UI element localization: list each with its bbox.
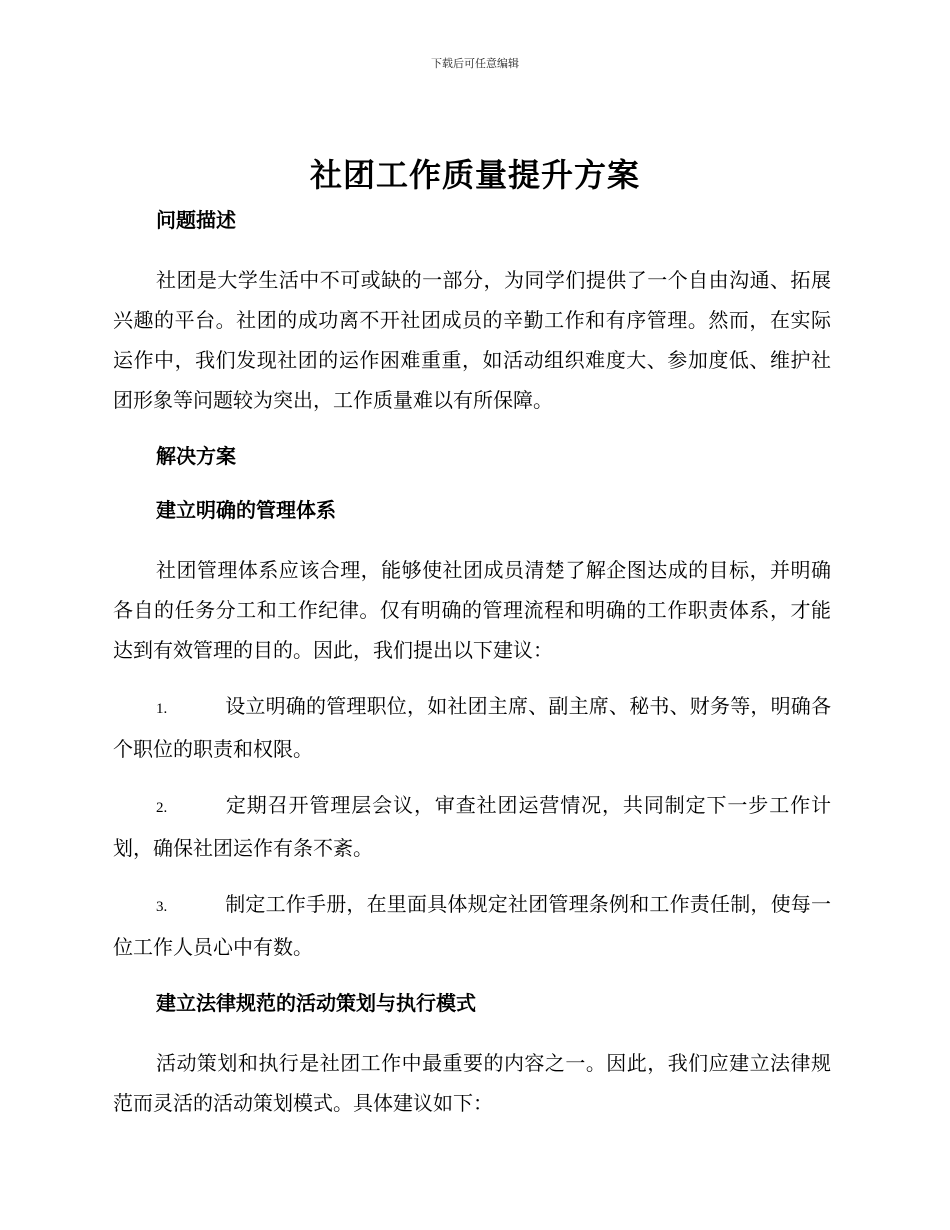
list-item <box>113 686 831 769</box>
list-item-number: 1. <box>156 701 168 717</box>
list-item <box>113 884 831 967</box>
list-item-text: 设立明确的管理职位，如社团主席、副主席、秘书、财务等，明确各个职位的职责和权限。 <box>113 694 831 761</box>
paragraph-activities: 活动策划和执行是社团工作中最重要的内容之一。因此，我们应建立法律规范而灵活的活动策划模式。具体建议如下： <box>113 1051 831 1115</box>
subsection-heading-activities: 建立法律规范的活动策划与执行模式 <box>156 991 476 1015</box>
page-header-note: 下载后可任意编辑 <box>431 57 519 70</box>
list-item-text: 定期召开管理层会议，审查社团运营情况，共同制定下一步工作计划，确保社团运作有条不紊。 <box>113 793 831 860</box>
section-heading-problem: 问题描述 <box>156 208 236 232</box>
list-item-number: 2. <box>156 800 168 816</box>
list-item-text: 制定工作手册，在里面具体规定社团管理条例和工作责任制，使每一位工作人员心中有数。 <box>113 892 831 959</box>
paragraph-problem: 社团是大学生活中不可或缺的一部分，为同学们提供了一个自由沟通、拓展兴趣的平台。社团的成功离不开社团成员的辛勤工作和有序管理。然而，在实际运作中，我们发现社团的运作困难重重，如活动组织难度大、参加度低、维护社团形象等问题较为突出，工作质量难以有所保障。 <box>113 268 831 412</box>
section-heading-solution: 解决方案 <box>156 444 236 468</box>
list-item-number: 3. <box>156 899 168 915</box>
document-title: 社团工作质量提升方案 <box>309 156 640 194</box>
paragraph-management: 社团管理体系应该合理，能够使社团成员清楚了解企图达成的目标，并明确各自的任务分工和工作纪律。仅有明确的管理流程和明确的工作职责体系，才能达到有效管理的目的。因此，我们提出以下建议： <box>113 558 831 662</box>
list-item <box>113 785 831 868</box>
document-body <box>113 200 831 1123</box>
subsection-heading-management: 建立明确的管理体系 <box>156 498 336 522</box>
